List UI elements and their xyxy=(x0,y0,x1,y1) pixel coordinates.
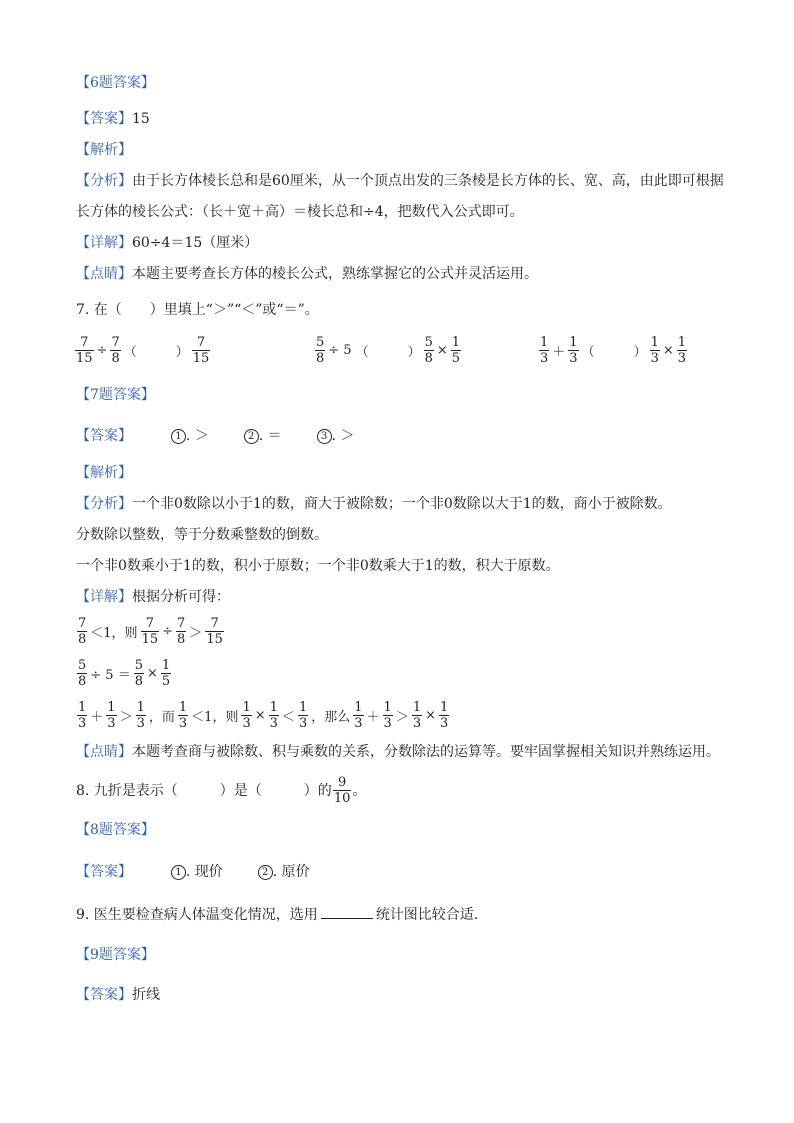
fraction: $\frac{1}{5}$ xyxy=(451,334,461,366)
circled-number: 2 xyxy=(244,429,259,444)
q8-question xyxy=(76,770,366,810)
fraction: $\frac{1}{3}$ xyxy=(136,699,145,731)
q7-fenxi-1 xyxy=(76,494,672,514)
operator: ＞ xyxy=(189,625,203,641)
dianjing-tag: 【点睛】 xyxy=(76,744,132,760)
fraction: $\frac{5}{8}$ xyxy=(134,657,143,689)
fraction: $\frac{5}{8}$ xyxy=(78,657,87,689)
xiangjie-tag: 【详解】 xyxy=(76,589,132,605)
fraction: $\frac{1}{3}$ xyxy=(383,699,392,731)
q7-jiexi: 【解析】 xyxy=(76,465,132,481)
q7-work-2 xyxy=(76,654,172,692)
q7-dianjing xyxy=(76,742,720,762)
text: ＜1，则 xyxy=(90,625,138,641)
dianjing-text: 本题考查商与被除数、积与乘数的关系，分数除法的运算等。要牢固掌握相关知识并熟练运用。 xyxy=(132,744,720,760)
fraction: $\frac{1}{5}$ xyxy=(161,657,171,689)
fraction: $\frac{1}{3}$ xyxy=(650,334,659,366)
fraction: $\frac{7}{8}$ xyxy=(177,615,186,647)
fraction: $\frac{7}{8}$ xyxy=(78,615,87,647)
q8-answer-line xyxy=(76,862,310,882)
answer-tag: 【答案】 xyxy=(76,428,132,444)
q6-fenxi-1 xyxy=(76,171,724,191)
circled-number: 3 xyxy=(317,429,332,444)
q6-answer-header: 【6题答案】 xyxy=(76,75,155,91)
fraction: $\frac{9}{10}$ xyxy=(333,774,351,806)
answer-value: . 现价 xyxy=(185,864,223,880)
operator: ＞ xyxy=(395,709,409,725)
fenxi-text: 一个非0数除以小于1的数，商大于被除数；一个非0数除以大于1的数，商小于被除数。 xyxy=(132,496,672,512)
xiangjie-text: 60÷4＝15（厘米） xyxy=(132,235,259,251)
q6-dianjing xyxy=(76,264,538,284)
q7-item-3 xyxy=(538,330,688,370)
q7-work-1 xyxy=(76,612,225,650)
question-text: 统计图比较合适． xyxy=(375,907,488,923)
q6-jiexi: 【解析】 xyxy=(76,142,132,158)
text: ，那么 xyxy=(311,709,351,725)
fraction: $\frac{7}{15}$ xyxy=(76,334,93,366)
answer-tag: 【答案】 xyxy=(76,864,132,880)
q7-question: 7. 在（ ）里填上“＞”“＜”或“＝”。 xyxy=(76,302,319,318)
circled-number: 1 xyxy=(171,865,186,880)
fraction: $\frac{7}{15}$ xyxy=(141,615,159,647)
question-text: 9. 医生要检查病人体温变化情况，选用 xyxy=(76,907,318,923)
fraction: $\frac{1}{3}$ xyxy=(540,334,549,366)
fraction: $\frac{1}{3}$ xyxy=(440,699,449,731)
q6-answer-line xyxy=(76,109,150,129)
operator: ＋ xyxy=(552,344,566,360)
answer-tag: 【答案】 xyxy=(76,987,132,1003)
q9-answer-line xyxy=(76,985,160,1005)
question-text: 。 xyxy=(352,783,367,799)
answer-paren: （ ） xyxy=(355,344,421,360)
answer-value: . 原价 xyxy=(272,864,310,880)
answer-value: . ＞ xyxy=(185,428,209,444)
fraction: $\frac{1}{3}$ xyxy=(178,699,188,731)
fenxi-text: 由于长方体棱长总和是60厘米，从一个顶点出发的三条棱是长方体的长、宽、高，由此即可根据 xyxy=(132,173,724,189)
fraction: $\frac{1}{3}$ xyxy=(269,699,278,731)
question-text: 8. 九折是表示（ ）是（ ）的 xyxy=(76,783,332,799)
dianjing-tag: 【点睛】 xyxy=(76,266,132,282)
operator: ÷ 5 ＝ xyxy=(90,667,131,683)
operator: × xyxy=(425,707,437,723)
text: ，而 xyxy=(148,709,175,725)
q7-work-3 xyxy=(76,696,450,734)
fenxi-tag: 【分析】 xyxy=(76,496,132,512)
operator: ＞ xyxy=(119,709,133,725)
xiangjie-tag: 【详解】 xyxy=(76,235,132,251)
fraction: $\frac{1}{3}$ xyxy=(78,699,87,731)
answer-value: 折线 xyxy=(132,987,160,1003)
operator: ＋ xyxy=(90,709,104,725)
fraction: $\frac{1}{3}$ xyxy=(677,334,687,366)
q8-answer-header: 【8题答案】 xyxy=(76,822,155,838)
operator: × xyxy=(254,707,266,723)
fenxi-tag: 【分析】 xyxy=(76,173,132,189)
operator: ÷ xyxy=(162,623,174,639)
operator: ÷ xyxy=(96,342,108,358)
q7-answer-line xyxy=(76,426,354,446)
fraction: $\frac{7}{8}$ xyxy=(111,334,120,366)
q9-question xyxy=(76,904,488,925)
q7-xiangjie xyxy=(76,587,230,607)
operator: ÷ 5 xyxy=(328,342,352,358)
text: ＜1，则 xyxy=(191,709,239,725)
xiangjie-text: 根据分析可得： xyxy=(132,589,230,605)
q9-answer-header: 【9题答案】 xyxy=(76,947,155,963)
operator: × xyxy=(147,665,158,681)
fraction: $\frac{5}{8}$ xyxy=(316,334,325,366)
fraction: $\frac{1}{3}$ xyxy=(298,699,308,731)
fraction: $\frac{7}{15}$ xyxy=(206,615,223,647)
dianjing-text: 本题主要考查长方体的棱长公式，熟练掌握它的公式并灵活运用。 xyxy=(132,266,538,282)
q7-answer-header: 【7题答案】 xyxy=(76,387,155,403)
q7-item-2 xyxy=(314,330,462,370)
q7-item-1 xyxy=(74,330,211,370)
answer-value: . ＞ xyxy=(331,428,355,444)
answer-paren: （ ） xyxy=(123,344,189,360)
operator: ＋ xyxy=(366,709,380,725)
fraction: $\frac{7}{15}$ xyxy=(192,334,210,366)
circled-number: 1 xyxy=(171,429,186,444)
fill-blank xyxy=(321,904,373,919)
q7-fenxi-2: 分数除以整数，等于分数乘整数的倒数。 xyxy=(76,527,328,543)
q6-fenxi-2: 长方体的棱长公式：（长＋宽＋高）＝棱长总和÷4，把数代入公式即可。 xyxy=(76,204,524,220)
fraction: $\frac{1}{3}$ xyxy=(242,699,251,731)
operator: × xyxy=(662,342,674,358)
answer-paren: （ ） xyxy=(581,344,647,360)
answer-value: . ＝ xyxy=(258,428,282,444)
fraction: $\frac{1}{3}$ xyxy=(569,334,578,366)
circled-number: 2 xyxy=(258,865,273,880)
fraction: $\frac{5}{8}$ xyxy=(424,334,433,366)
fraction: $\frac{1}{3}$ xyxy=(107,699,116,731)
operator: × xyxy=(436,342,448,358)
fraction: $\frac{1}{3}$ xyxy=(354,699,363,731)
answer-value: 15 xyxy=(132,111,150,127)
answer-tag: 【答案】 xyxy=(76,111,132,127)
q7-fenxi-3: 一个非0数乘小于1的数，积小于原数；一个非0数乘大于1的数，积大于原数。 xyxy=(76,558,560,574)
q6-xiangjie xyxy=(76,233,258,253)
operator: ＜ xyxy=(281,709,295,725)
fraction: $\frac{1}{3}$ xyxy=(412,699,422,731)
